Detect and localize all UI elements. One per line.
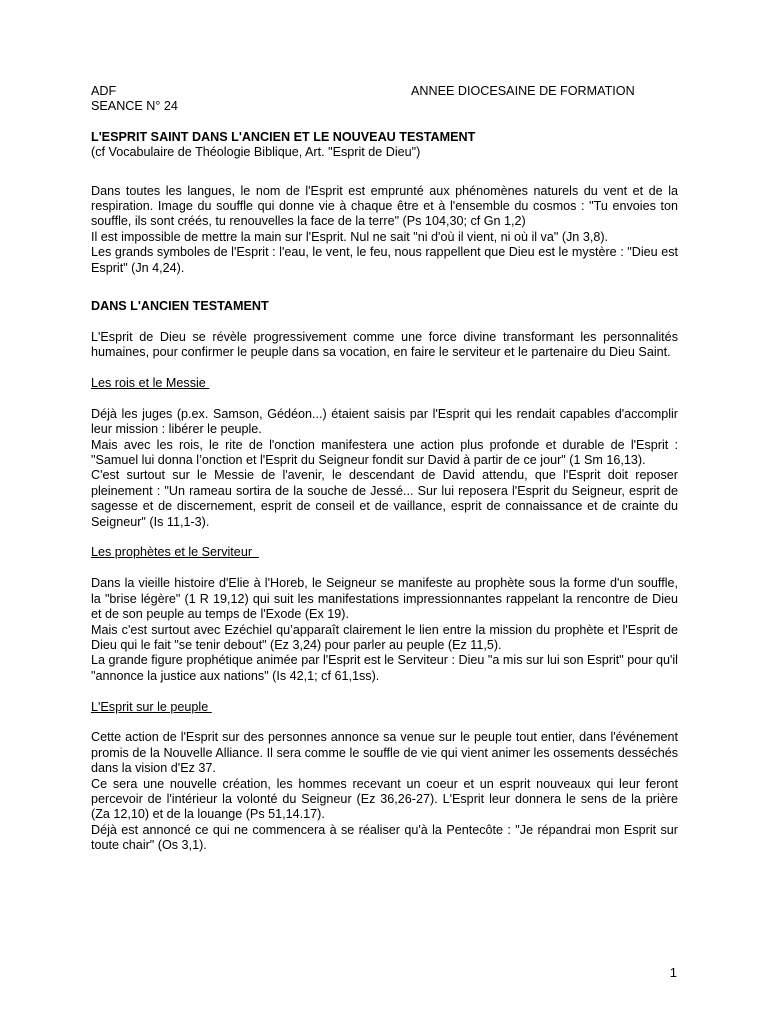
paragraph: Déjà les juges (p.ex. Samson, Gédéon...) étaient saisis par l'Esprit qui les rendait capables d'accomplir leur mission : libérer le peuple. [91, 406, 678, 437]
paragraph: Déjà est annoncé ce qui ne commencera à se réaliser qu'à la Pentecôte : "Je répandrai mon Esprit sur toute chair" (Os 3,1). [91, 822, 678, 853]
paragraph: Cette action de l'Esprit sur des personnes annonce sa venue sur le peuple tout entier, dans l'événement promis de la Nouvelle Alliance. Il sera comme le souffle de vie qui vient animer les ossements desséchés dans la vision d'Ez 37. [91, 730, 678, 776]
document-page [91, 84, 678, 854]
paragraph: Ce sera une nouvelle création, les hommes recevant un coeur et un esprit nouveaux qui leur feront percevoir de l'intérieur la volonté du Seigneur (Ez 36,26-27). L'Esprit leur donnera le sens de la prière (Za 12,10) et de la louange (Ps 51,14.17). [91, 776, 678, 822]
section-heading-ancien-testament: DANS L'ANCIEN TESTAMENT [91, 299, 269, 314]
subheading-rois-messie [91, 376, 678, 391]
header-left-adf: ADF [91, 84, 117, 98]
subheading-text: L'Esprit sur le peuple [91, 699, 212, 714]
subheading-esprit-peuple [91, 700, 678, 715]
header-line [91, 84, 678, 99]
document-title: L'ESPRIT SAINT DANS L'ANCIEN ET LE NOUVEAU TESTAMENT [91, 129, 476, 144]
paragraph: Dans la vieille histoire d'Elie à l'Horeb, le Seigneur se manifeste au prophète sous la forme d'un souffle, la "brise légère" (1 R 19,12) qui suit les manifestations impressionnantes rappelant la rencontre de Dieu et de son peuple au temps de l'Exode (Ex 19). [91, 576, 678, 622]
subheading-text: Les rois et le Messie [91, 376, 210, 391]
intro-paragraph-3: Les grands symboles de l'Esprit : l'eau, le vent, le feu, nous rappellent que Dieu est le mystère : "Dieu est Esprit" (Jn 4,24). [91, 245, 678, 275]
paragraph: Mais c'est surtout avec Ezéchiel qu’apparaît clairement le lien entre la mission du prophète et l'Esprit de Dieu qui le fait "se tenir debout" (Ez 3,24) pour parler au peuple (Ez 11,5). [91, 622, 678, 652]
document-subtitle: (cf Vocabulaire de Théologie Biblique, Art. "Esprit de Dieu") [91, 145, 421, 160]
header-right-title: ANNEE DIOCESAINE DE FORMATION [411, 84, 635, 98]
intro-paragraph-2: Il est impossible de mettre la main sur l'Esprit. Nul ne sait "ni d'où il vient, ni où il va" (Jn 3,8). [91, 229, 609, 244]
section-intro: L'Esprit de Dieu se révèle progressivement comme une force divine transformant les personnalités humaines, pour confirmer le peuple dans sa vocation, en faire le serviteur et le partenaire du Dieu Saint. [91, 329, 678, 360]
paragraph: Mais avec les rois, le rite de l'onction manifestera une action plus profonde et durable de l'Esprit : "Samuel lui donna l’onction et l'Esprit du Seigneur fondit sur David à partir de ce jour" (1 Sm 16,13). [91, 437, 678, 468]
intro-paragraph-1: Dans toutes les langues, le nom de l'Esprit est emprunté aux phénomènes naturels du vent et de la respiration. Image du souffle qui donne vie à chaque être et à l'ensemble du cosmos : "Tu envoies ton souffle, ils sont créés, tu renouvelles la face de la terre" (Ps 104,30; cf Gn 1,2) [91, 183, 678, 229]
page-number: 1 [669, 965, 677, 980]
subheading-prophetes-serviteur [91, 545, 678, 560]
header-seance: SEANCE N° 24 [91, 99, 178, 114]
paragraph: La grande figure prophétique animée par l'Esprit est le Serviteur : Dieu "a mis sur lui son Esprit" pour qu'il "annonce la justice aux nations" (Is 42,1; cf 61,1ss). [91, 653, 678, 683]
paragraph: C'est surtout sur le Messie de l'avenir, le descendant de David attendu, que l'Esprit doit reposer pleinement : "Un rameau sortira de la souche de Jessé... Sur lui reposera l'Esprit du Seigneur, esprit de sagesse et de discernement, esprit de conseil et de vaillance, esprit de connaissance et de crainte du Seigneur" (Is 11,1-3). [91, 468, 678, 529]
subheading-text: Les prophètes et le Serviteur [91, 545, 260, 560]
